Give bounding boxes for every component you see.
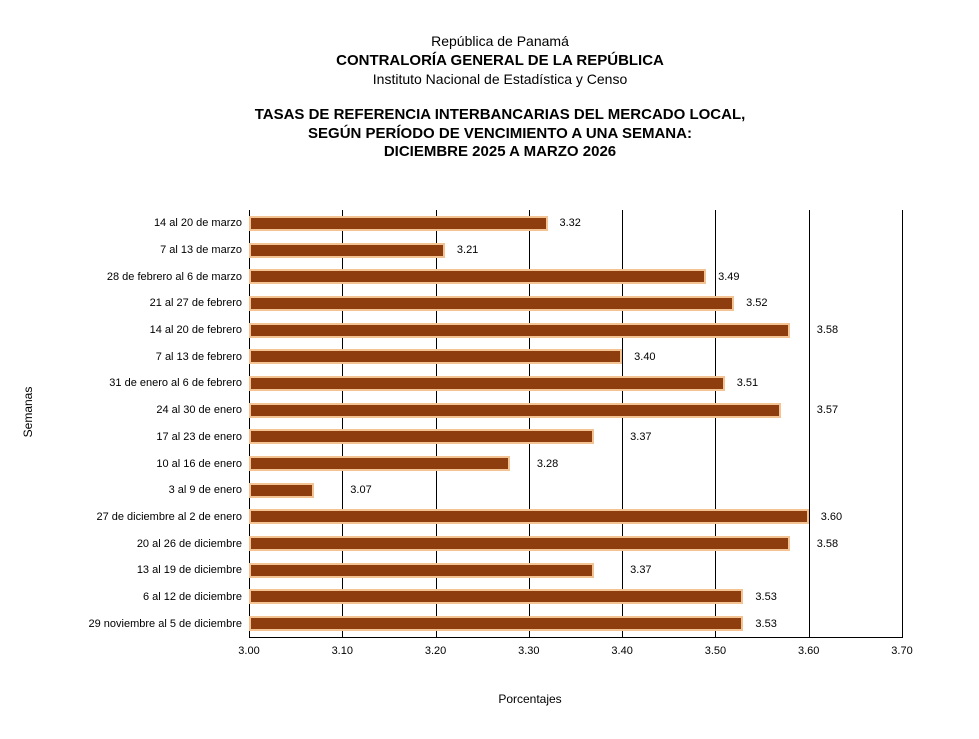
gridline [715,210,716,637]
bar [249,456,510,471]
gridline [902,210,903,637]
category-label: 24 al 30 de enero [156,404,242,417]
bar [249,403,781,418]
category-label: 20 al 26 de diciembre [136,537,242,550]
x-tick-label: 3.70 [891,645,913,657]
category-label: 14 al 20 de febrero [149,324,242,337]
category-label: 10 al 16 de enero [156,457,242,470]
value-label: 3.58 [816,324,839,337]
category-label: 28 de febrero al 6 de marzo [106,270,242,283]
bar [249,483,314,498]
bar [249,323,790,338]
value-label: 3.40 [634,350,656,363]
bar [249,429,594,444]
value-label: 3.53 [755,590,777,603]
x-tick-label: 3.30 [518,645,540,657]
bar [249,349,622,364]
value-label: 3.51 [736,377,759,390]
category-label: 6 al 12 de diciembre [142,590,242,603]
bar [249,376,725,391]
category-label: 13 al 19 de diciembre [136,564,242,577]
bar [249,269,706,284]
value-label: 3.07 [350,484,372,497]
x-tick-label: 3.20 [424,645,447,657]
header [20,32,979,89]
header-institute: Instituto Nacional de Estadística y Censo [372,71,628,87]
x-axis-line [249,637,903,638]
bar [249,536,790,551]
bar [249,589,743,604]
value-label: 3.37 [630,564,652,577]
y-axis-title: Semanas [21,386,35,438]
bar [249,296,734,311]
category-label: 31 de enero al 6 de febrero [109,377,242,390]
x-tick-label: 3.40 [611,645,633,657]
category-label: 14 al 20 de marzo [153,217,242,230]
x-tick-label: 3.10 [331,645,353,657]
chart-title [20,106,979,162]
value-label: 3.28 [536,457,559,470]
x-tick-label: 3.60 [797,645,820,657]
value-label: 3.53 [755,617,777,630]
gridline [809,210,810,637]
value-label: 3.21 [456,244,479,257]
header-country: República de Panamá [431,33,569,49]
bar [249,563,594,578]
category-label: 29 noviembre al 5 de diciembre [88,617,242,630]
bar [249,509,809,524]
bar [249,243,445,258]
value-label: 3.58 [816,537,839,550]
category-label: 3 al 9 de enero [168,484,242,497]
chart-title-line1: TASAS DE REFERENCIA INTERBANCARIAS DEL MERCADO LOCAL, [254,106,746,123]
value-label: 3.57 [816,404,839,417]
chart-title-line2: SEGÚN PERÍODO DE VENCIMIENTO A UNA SEMANA: [308,124,692,142]
value-label: 3.60 [820,510,843,523]
bar [249,216,548,231]
category-label: 7 al 13 de marzo [160,244,242,257]
value-label: 3.32 [559,217,581,230]
category-label: 27 de diciembre al 2 de enero [96,510,242,523]
value-label: 3.49 [718,270,740,283]
value-label: 3.52 [746,297,768,310]
category-label: 21 al 27 de febrero [149,297,242,310]
bar [249,616,743,631]
category-label: 17 al 23 de enero [156,430,242,443]
x-tick-label: 3.00 [238,645,260,657]
x-axis-title: Porcentajes [498,692,562,706]
header-institution: CONTRALORÍA GENERAL DE LA REPÚBLICA [336,52,664,69]
x-tick-label: 3.50 [704,645,727,657]
category-label: 7 al 13 de febrero [155,350,242,363]
value-label: 3.37 [630,430,652,443]
chart-title-line3: DICIEMBRE 2025 A MARZO 2026 [383,143,617,160]
